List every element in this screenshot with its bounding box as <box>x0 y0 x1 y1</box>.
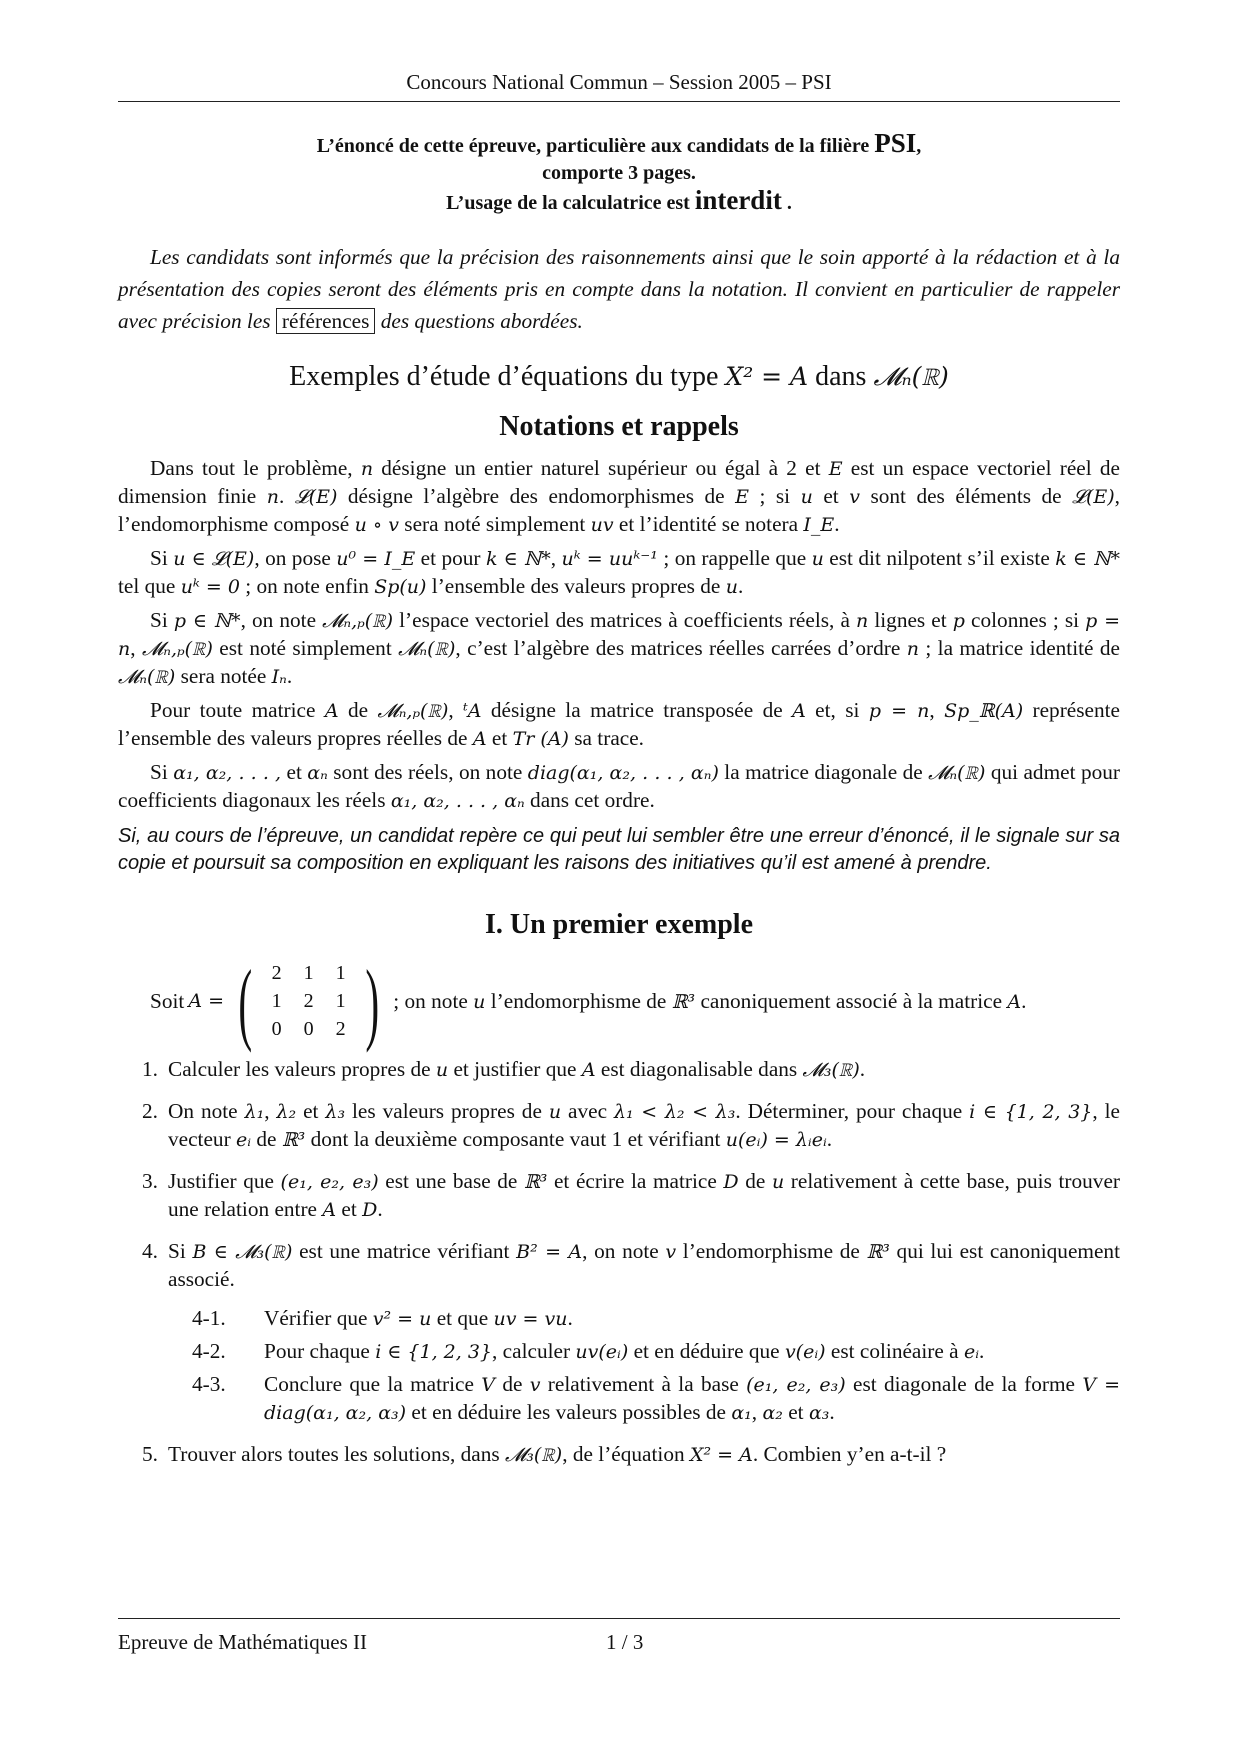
text-run: Si <box>150 546 174 570</box>
math-expression: I_E <box>803 514 835 536</box>
section-heading-notations: Notations et rappels <box>499 411 739 442</box>
text-run: les valeurs propres de <box>345 1099 549 1123</box>
math-expression: D <box>362 1199 378 1221</box>
text-run: et écrire la matrice <box>547 1169 724 1193</box>
text-run: , on note <box>240 608 323 632</box>
text-run: est colinéaire à <box>825 1339 964 1363</box>
text-run: Conclure que la matrice <box>264 1372 482 1396</box>
text-run: sa trace. <box>568 726 645 750</box>
text-run: , <box>130 636 142 660</box>
text-run: , c’est l’algèbre des matrices réelles carrées d’ordre <box>455 636 907 660</box>
notations-paragraph-3 <box>118 607 1120 691</box>
math-expression: 𝓜ₙ,ₚ(ℝ) <box>322 610 394 632</box>
notations-paragraph-4 <box>118 697 1120 753</box>
text-run: de <box>338 698 378 722</box>
math-expression: eᵢ <box>963 1341 980 1363</box>
math-expression: α₁, α₂, . . . , αₙ <box>390 790 525 812</box>
question-number: 5. <box>142 1442 158 1466</box>
math-expression: v(eᵢ) <box>784 1341 826 1363</box>
text-run: sont des réels, on note <box>327 760 528 784</box>
text-run: et justifier que <box>448 1057 582 1081</box>
notice-text-b: des questions abordées. <box>375 309 583 333</box>
text-run: , de l’équation <box>562 1442 690 1466</box>
math-expression: ℝ³ <box>281 1129 306 1151</box>
math-expression: α₃ <box>808 1402 830 1424</box>
math-expression: u ∘ v <box>354 514 399 536</box>
math-expression: A <box>1007 990 1022 1013</box>
footer-rule <box>118 1618 1120 1619</box>
text-run: . <box>286 664 293 688</box>
intro-interdit: interdit <box>694 185 782 215</box>
intro-block <box>118 130 1120 217</box>
matrix-entry: 2 <box>335 1018 346 1040</box>
text-run: l’endomorphisme de <box>485 988 672 1013</box>
math-expression: Sp_ℝ(A) <box>944 700 1024 722</box>
subquestion-number: 4-2. <box>192 1339 226 1363</box>
math-expression: A <box>792 700 806 722</box>
question-1 <box>118 1056 1120 1084</box>
math-expression: p = n <box>868 700 930 722</box>
math-expression: u <box>435 1059 449 1081</box>
running-header: Concours National Commun – Session 2005 – PSI <box>406 70 832 94</box>
math-expression: D <box>723 1171 739 1193</box>
text-run: , <box>550 546 562 570</box>
intro-period: . <box>781 192 792 214</box>
text-run: est un espace vectoriel réel de dimension finie <box>118 456 1120 508</box>
math-expression: 𝓜₃(ℝ) <box>802 1059 860 1081</box>
matrix-entry: 1 <box>271 990 282 1012</box>
math-expression: 𝓜ₙ(ℝ) <box>398 638 456 660</box>
math-expression: u <box>811 548 824 570</box>
subquestion-4-1 <box>168 1305 1120 1333</box>
question-3 <box>118 1168 1120 1224</box>
text-run: désigne un entier naturel supérieur ou égal à 2 et <box>373 456 829 480</box>
math-expression: Iₙ <box>271 666 287 688</box>
math-expression: α₁, α₂, . . . , <box>173 762 282 784</box>
text-run: qui lui est canoniquement associé. <box>168 1239 1120 1291</box>
text-run: de <box>495 1372 530 1396</box>
text-run: . <box>737 574 744 598</box>
math-expression: α₂ <box>762 1402 783 1424</box>
math-expression: v <box>529 1374 541 1396</box>
notations-paragraph-1 <box>118 455 1120 539</box>
text-run: , <box>751 1400 763 1424</box>
subquestion-number: 4-3. <box>192 1372 226 1396</box>
title-matrix-space: 𝓜ₙ(ℝ) <box>873 362 949 391</box>
text-run: ; on note <box>393 988 474 1013</box>
subquestion-4-2 <box>168 1338 1120 1366</box>
math-expression: (e₁, e₂, e₃) <box>280 1171 379 1193</box>
text-run: . <box>377 1197 383 1221</box>
math-expression: ℝ³ <box>523 1171 548 1193</box>
left-paren-icon: ( <box>238 950 253 1053</box>
math-expression: v <box>849 486 860 508</box>
math-expression: u ∈ 𝓛(E) <box>173 548 255 570</box>
math-expression: 𝓜ₙ(ℝ) <box>928 762 986 784</box>
math-expression: uv(eᵢ) <box>575 1341 629 1363</box>
math-expression: p = n <box>118 610 1121 660</box>
text-run: désigne l’algèbre des endomorphismes de <box>337 484 736 508</box>
text-run: Vérifier que <box>264 1306 373 1330</box>
text-run: Si <box>150 760 174 784</box>
math-expression: ᵗA <box>463 700 482 722</box>
math-expression: Sp(u) <box>374 576 427 598</box>
math-expression: ℝ³ <box>671 990 696 1013</box>
math-expression: eᵢ <box>236 1129 252 1151</box>
text-run: , calculer <box>492 1339 576 1363</box>
math-expression: A <box>472 728 487 750</box>
math-expression: 𝓜ₙ,ₚ(ℝ) <box>377 700 449 722</box>
text-run: sera notée <box>175 664 272 688</box>
notations-paragraph-2 <box>118 545 1120 601</box>
intro-line-3 <box>118 187 1120 217</box>
text-run: et en déduire les valeurs possibles de <box>406 1400 732 1424</box>
math-expression: V <box>481 1374 496 1396</box>
text-run: Dans tout le problème, <box>150 456 361 480</box>
math-expression: v² = u <box>372 1308 432 1330</box>
math-expression: v <box>665 1241 677 1263</box>
text-run: ; si <box>748 484 801 508</box>
text-run: Trouver alors toutes les solutions, dans <box>168 1442 505 1466</box>
math-expression: λ₁ <box>244 1101 265 1123</box>
title-text-a: Exemples d’étude d’équations du type <box>289 361 726 392</box>
text-run: l’endomorphisme de <box>676 1239 867 1263</box>
matrix-A <box>230 950 387 1053</box>
math-expression: n <box>360 458 374 480</box>
math-expression: uᵏ = uuᵏ⁻¹ <box>561 548 658 570</box>
text-run: et <box>336 1197 363 1221</box>
text-run: et <box>281 760 308 784</box>
question-number: 4. <box>142 1239 158 1263</box>
text-run: Si <box>150 608 174 632</box>
question-4 <box>118 1238 1120 1427</box>
text-run: est noté simplement <box>212 636 399 660</box>
math-expression: u <box>548 1101 562 1123</box>
text-run: tel que <box>118 574 181 598</box>
matrix-entry: 1 <box>335 990 346 1012</box>
title-text-b: dans <box>808 361 874 392</box>
math-expression: 𝓜₃(ℝ) <box>505 1444 563 1466</box>
math-expression: diag(α₁, α₂, . . . , αₙ) <box>527 762 719 784</box>
math-expression: u <box>725 576 738 598</box>
math-expression: A <box>322 1199 337 1221</box>
intro-comma: , <box>916 135 922 157</box>
text-run: sont des éléments de <box>859 484 1073 508</box>
text-run: . Déterminer, pour chaque <box>735 1099 970 1123</box>
math-expression: λ₃ <box>325 1101 346 1123</box>
text-run: . <box>826 1127 833 1151</box>
text-run: l’ensemble des valeurs propres de <box>426 574 726 598</box>
matrix-entry: 1 <box>335 962 346 984</box>
text-run: et que <box>431 1306 494 1330</box>
math-expression: uᵏ = 0 <box>180 576 240 598</box>
text-run: sera noté simplement <box>398 512 591 536</box>
question-5 <box>118 1441 1120 1469</box>
math-expression: i ∈ {1, 2, 3} <box>969 1101 1093 1123</box>
math-expression: V = diag(α₁, α₂, α₃) <box>264 1374 1120 1424</box>
math-expression: E <box>828 458 843 480</box>
intro-text-3: L’usage de la calculatrice est <box>446 192 695 214</box>
text-run: dans cet ordre. <box>524 788 655 812</box>
text-run: représente l’ensemble des valeurs propres réelles de <box>118 698 1121 750</box>
text-run: , on note <box>582 1239 666 1263</box>
math-expression: 𝓜ₙ,ₚ(ℝ) <box>141 638 213 660</box>
text-run: canoniquement associé à la matrice <box>695 988 1008 1013</box>
text-run: est une matrice vérifiant <box>292 1239 517 1263</box>
text-run: et, si <box>805 698 869 722</box>
text-run: . <box>567 1306 573 1330</box>
matrix-name: A = <box>188 990 225 1012</box>
text-run: la matrice diagonale de <box>718 760 929 784</box>
math-expression: n <box>856 610 869 632</box>
text-run: est une base de <box>378 1169 524 1193</box>
matrix-grid <box>261 961 357 1042</box>
intro-text: L’énoncé de cette épreuve, particulière aux candidats de la filière <box>316 135 875 157</box>
intro-line-1 <box>118 130 1120 160</box>
math-expression: p <box>952 610 965 632</box>
text-run: ; on rappelle que <box>657 546 812 570</box>
subquestion-list <box>168 1305 1120 1427</box>
text-run: est diagonale de la forme <box>845 1372 1083 1396</box>
text-run: Calculer les valeurs propres de <box>168 1057 436 1081</box>
text-run: . <box>279 484 295 508</box>
matrix-entry: 0 <box>271 1018 282 1040</box>
math-expression: (e₁, e₂, e₃) <box>746 1374 846 1396</box>
text-run: est dit nilpotent s’il existe <box>823 546 1056 570</box>
text-run: désigne la matrice transposée de <box>481 698 793 722</box>
math-expression: u⁰ = I_E <box>336 548 416 570</box>
document-page <box>118 0 1120 1754</box>
text-run: ; la matrice identité de <box>918 636 1120 660</box>
text-run: , le vecteur <box>168 1099 1121 1151</box>
text-run: et l’identité se notera <box>613 512 804 536</box>
title-equation: X² = A <box>725 362 809 391</box>
soit-text: Soit <box>150 989 185 1013</box>
math-expression: ℝ³ <box>866 1241 890 1263</box>
math-expression: u(eᵢ) = λᵢeᵢ <box>725 1129 827 1151</box>
text-run: , l’endomorphisme composé <box>118 484 1120 536</box>
text-run: de <box>251 1127 282 1151</box>
text-run: de <box>738 1169 772 1193</box>
math-expression: i ∈ {1, 2, 3} <box>375 1341 493 1363</box>
text-run: dont la deuxième composante vaut 1 et vérifiant <box>305 1127 726 1151</box>
math-expression: k ∈ ℕ* <box>485 548 551 570</box>
math-expression: λ₂ <box>276 1101 297 1123</box>
math-expression: B ∈ 𝓜₃(ℝ) <box>192 1241 293 1263</box>
math-expression: u <box>473 990 486 1013</box>
text-run: et <box>782 1400 809 1424</box>
section-heading-part1: I. Un premier exemple <box>484 909 754 940</box>
math-expression: n <box>906 638 919 660</box>
text-run: lignes et <box>868 608 953 632</box>
text-run: et en déduire que <box>628 1339 785 1363</box>
text-run: et <box>296 1099 326 1123</box>
text-run: . <box>979 1339 985 1363</box>
text-run: . <box>829 1400 835 1424</box>
math-expression: u <box>800 486 813 508</box>
text-run: qui admet pour coefficients diagonaux les réels <box>118 760 1120 812</box>
math-expression: 𝓛(E) <box>1072 486 1115 508</box>
references-box: références <box>276 308 375 334</box>
text-run: et <box>812 484 850 508</box>
math-expression: 𝓜ₙ(ℝ) <box>118 666 176 688</box>
text-run: et <box>486 726 513 750</box>
math-expression: α₁ <box>731 1402 752 1424</box>
text-run: relativement à la base <box>540 1372 747 1396</box>
text-run: . <box>1021 988 1027 1013</box>
text-run: l’espace vectoriel des matrices à coefficients réels, à <box>393 608 856 632</box>
text-run: , <box>448 698 464 722</box>
matrix-entry: 2 <box>271 962 282 984</box>
header-rule <box>118 101 1120 102</box>
math-expression: A <box>581 1059 596 1081</box>
math-expression: uv = vu <box>493 1308 568 1330</box>
text-run: Pour chaque <box>264 1339 376 1363</box>
question-2 <box>118 1098 1120 1154</box>
matrix-entry: 1 <box>303 962 314 984</box>
text-run: Pour toute matrice <box>150 698 325 722</box>
math-expression: u <box>771 1171 785 1193</box>
math-expression: n <box>266 486 280 508</box>
text-run: , on pose <box>254 546 337 570</box>
text-run: . Combien y’en a-t-il ? <box>752 1442 947 1466</box>
question-number: 3. <box>142 1169 158 1193</box>
text-run: On note <box>168 1099 245 1123</box>
intro-psi: PSI <box>874 128 917 158</box>
matrix-entry: 0 <box>303 1018 314 1040</box>
math-expression: p ∈ ℕ* <box>173 610 241 632</box>
question-number: 1. <box>142 1057 158 1081</box>
math-expression: k ∈ ℕ* <box>1055 548 1120 570</box>
question-number: 2. <box>142 1099 158 1123</box>
math-expression: Tr (A) <box>512 728 569 750</box>
text-run: . <box>859 1057 866 1081</box>
math-expression: uv <box>590 514 614 536</box>
text-run: et pour <box>415 546 486 570</box>
math-expression: B² = A <box>516 1241 583 1263</box>
subquestion-4-3 <box>168 1371 1120 1427</box>
text-run: avec <box>561 1099 614 1123</box>
page-number: 1 / 3 <box>606 1630 644 1654</box>
text-run: Justifier que <box>168 1169 281 1193</box>
matrix-description <box>393 988 1026 1016</box>
text-run: , <box>264 1099 277 1123</box>
right-paren-icon: ) <box>365 950 379 1053</box>
content <box>118 130 1120 1483</box>
erratum-note: Si, au cours de l’épreuve, un candidat repère ce qui peut lui sembler être une erreur d’énoncé, il le signale sur sa copie et poursuit sa composition en expliquant les raisons des initiatives qu’il est amené à prendre. <box>118 825 1120 874</box>
footer-exam-name: Epreuve de Mathématiques II <box>118 1630 367 1654</box>
notice-paragraph <box>118 241 1120 337</box>
question-list <box>118 1056 1120 1469</box>
notice-text-a: Les candidats sont informés que la précision des raisonnements ainsi que le soin apporté à la rédaction et à la présentation des copies seront des éléments pris en compte dans la notation. Il convient en particulier de rappeler avec précision les <box>118 245 1120 333</box>
intro-line-2: comporte 3 pages. <box>542 162 696 184</box>
text-run: . <box>834 512 840 536</box>
text-run: est diagonalisable dans <box>595 1057 803 1081</box>
text-run: relativement à cette base, puis trouver une relation entre <box>168 1169 1120 1221</box>
subquestion-number: 4-1. <box>192 1306 226 1330</box>
math-expression: E <box>735 486 749 508</box>
notations-paragraph-5 <box>118 759 1120 815</box>
problem-title <box>118 359 1120 395</box>
math-expression: A <box>324 700 339 722</box>
math-expression: λ₁ < λ₂ < λ₃ <box>613 1101 736 1123</box>
text-run: colonnes ; si <box>964 608 1086 632</box>
matrix-entry: 2 <box>303 990 314 1012</box>
text-run: Si <box>168 1239 193 1263</box>
text-run: ; on note enfin <box>239 574 375 598</box>
math-expression: αₙ <box>307 762 328 784</box>
matrix-definition <box>150 950 1120 1053</box>
text-run: , <box>929 698 945 722</box>
math-expression: X² = A <box>689 1444 753 1466</box>
math-expression: 𝓛(E) <box>294 486 338 508</box>
